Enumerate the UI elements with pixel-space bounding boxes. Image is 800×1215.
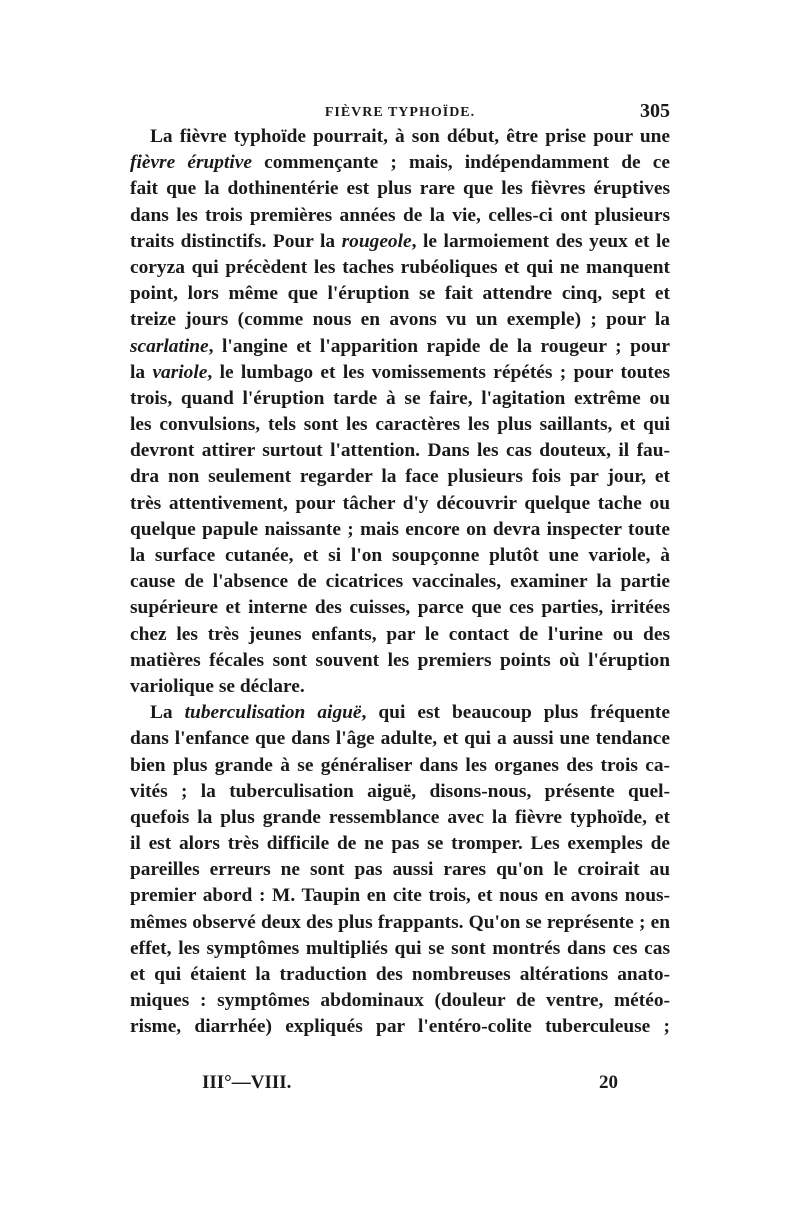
signature-mark: III°—VIII. bbox=[202, 1072, 292, 1093]
text-line: vités ; la tuberculisation aiguë, disons-nous, présente quel- bbox=[130, 780, 670, 802]
text-line: dra non seulement regarder la face plusieurs fois par jour, et bbox=[130, 466, 670, 488]
text-line: trois, quand l'éruption tarde à se faire, l'agitation extrême ou bbox=[130, 387, 670, 409]
text-line: les convulsions, tels sont les caractères les plus saillants, et qui bbox=[130, 414, 670, 436]
page-footer bbox=[130, 1070, 670, 1098]
text-line: et qui étaient la traduction des nombreuses altérations anato- bbox=[130, 964, 670, 985]
text-line: dans les trois premières années de la vie, celles-ci ont plusieurs bbox=[130, 204, 670, 226]
text-line: il est alors très difficile de ne pas se tromper. Les exemples de bbox=[130, 833, 670, 855]
text-line: matières fécales sont souvent les premiers points où l'éruption bbox=[130, 649, 670, 671]
text-line: la surface cutanée, et si l'on soupçonne plutôt une variole, à bbox=[130, 545, 670, 566]
text-line: très attentivement, pour tâcher d'y découvrir quelque tache ou bbox=[130, 492, 670, 514]
text-line: treize jours (comme nous en avons vu un exemple) ; pour la bbox=[130, 309, 670, 331]
italic-term: tuberculisation aiguë bbox=[184, 702, 362, 724]
text-line: effet, les symptômes multipliés qui se sont montrés dans ces cas bbox=[130, 937, 670, 959]
text-line: supérieure et interne des cuisses, parce que ces parties, irritées bbox=[130, 597, 670, 619]
text-line: scarlatine, l'angine et l'apparition rapide de la rougeur ; pour bbox=[130, 335, 670, 357]
italic-term: variole bbox=[152, 361, 208, 383]
text-line: mêmes observé deux des plus frappants. Qu'on se représente ; en bbox=[130, 911, 670, 933]
text-line: La fièvre typhoïde pourrait, à son début, être prise pour une bbox=[150, 126, 670, 147]
text-line: devront attirer surtout l'attention. Dans les cas douteux, il fau- bbox=[130, 440, 670, 462]
text-line: premier abord : M. Taupin en cite trois, et nous en avons nous- bbox=[130, 885, 670, 907]
text-line: risme, diarrhée) expliqués par l'entéro-colite tuberculeuse ; bbox=[130, 1016, 670, 1038]
text-line: quefois la plus grande ressemblance avec la fièvre typhoïde, et bbox=[130, 806, 670, 828]
italic-term: fièvre éruptive bbox=[130, 152, 252, 174]
text-line: dans l'enfance que dans l'âge adulte, et qui a aussi une tendance bbox=[130, 728, 670, 750]
italic-term: rougeole bbox=[341, 230, 412, 252]
running-title: FIÈVRE TYPHOÏDE. bbox=[324, 105, 476, 120]
text-line: fait que la dothinentérie est plus rare que les fièvres éruptives bbox=[130, 178, 670, 200]
text-line: variolique se déclare. bbox=[130, 675, 305, 697]
text-line: fièvre éruptive commençante ; mais, indépendamment de ce bbox=[130, 152, 670, 174]
text-line: pareilles erreurs ne sont pas aussi rares qu'on le croirait au bbox=[130, 859, 670, 881]
running-head bbox=[130, 100, 670, 124]
text-line: cause de l'absence de cicatrices vaccinales, examiner la partie bbox=[130, 571, 670, 593]
text-line: coryza qui précèdent les taches rubéoliques et qui ne manquent bbox=[130, 256, 670, 278]
text-line: point, lors même que l'éruption se fait attendre cinq, sept et bbox=[130, 283, 670, 305]
text-line: quelque papule naissante ; mais encore on devra inspecter toute bbox=[130, 518, 670, 540]
page-number: 305 bbox=[640, 100, 670, 122]
text-line: la variole, le lumbago et les vomissements répétés ; pour toutes bbox=[130, 361, 670, 383]
body-text bbox=[130, 124, 670, 1041]
text-line: chez les très jeunes enfants, par le contact de l'urine ou des bbox=[130, 623, 670, 645]
text-line: miques : symptômes abdominaux (douleur de ventre, météo- bbox=[130, 990, 670, 1012]
text-line: traits distinctifs. Pour la rougeole, le larmoiement des yeux et le bbox=[130, 230, 670, 252]
text-line: bien plus grande à se généraliser dans les organes des trois ca- bbox=[130, 754, 670, 776]
text-line: La tuberculisation aiguë, qui est beaucoup plus fréquente bbox=[150, 702, 670, 724]
italic-term: scarlatine bbox=[130, 335, 209, 357]
sheet-number: 20 bbox=[599, 1072, 618, 1093]
